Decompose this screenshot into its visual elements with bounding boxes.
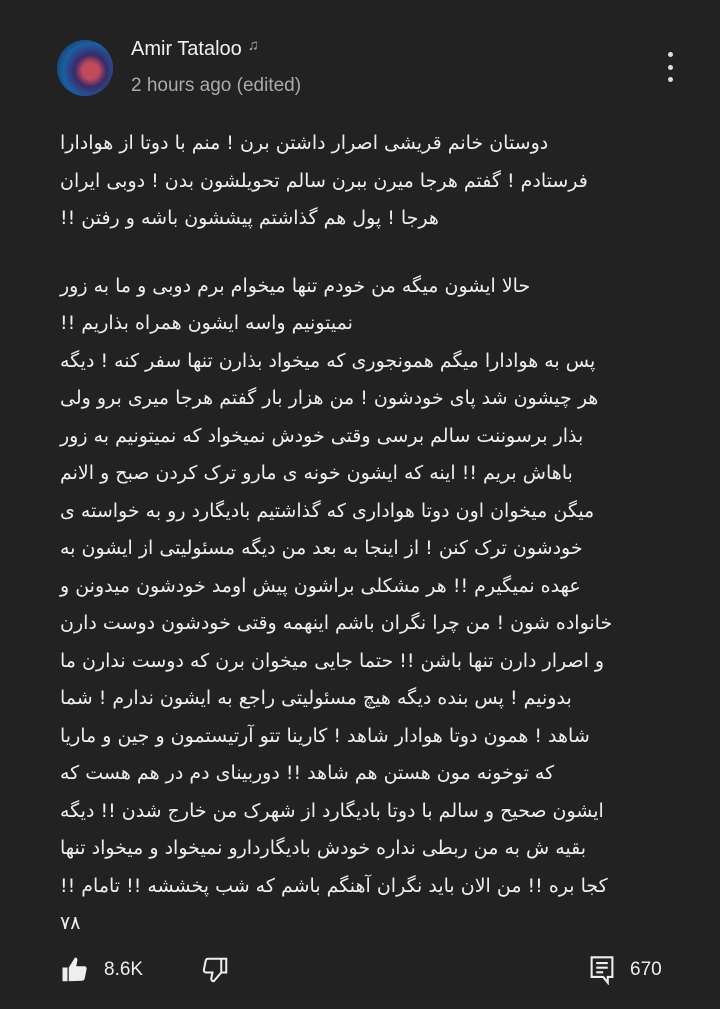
post-text-line: پس به هوادارا میگم همونجوری که میخواد بذارن تنها سفر کنه ! دیگه [60,349,596,372]
comment-count: 670 [630,959,662,980]
post-body [60,125,680,943]
post-text-line: خودشون ترک کنن ! از اینجا به بعد من دیگه مسئولیتی از ایشون به [60,537,583,559]
post-text-line: و اصرار دارن تنها باشن !! حتما جایی میخوان برن که دوست ندارن ما [60,649,605,672]
author-row [131,38,259,61]
post-text-line [60,238,680,268]
like-button[interactable] [60,955,143,985]
post-text-line: بذار برسوننت سالم برسی وقتی خودش نمیخواد که نمیتونیم به زور [60,424,584,447]
post-text-line: بدونیم ! پس بنده دیگه هیچ مسئولیتی راجع به ایشون ندارم ! شما [60,687,572,709]
post-text-line: باهاش بریم !! اینه که ایشون خونه ی مارو ترک کردن صبح و الانم [60,462,573,484]
post-text-line: میگن میخوان اون دوتا هواداری که گذاشتیم بادیگارد رو به خواسته ی [60,499,595,522]
post-text-line: شاهد ! همون دوتا هوادار شاهد ! کارینا تتو آرتیستمون و جین و ماریا [60,724,590,747]
post-text-line: حالا ایشون میگه من خودم تنها میخوام برم دوبی و ما به زور [60,274,531,297]
post-text-line: که توخونه مون هستن هم شاهد !! دوربینای دم در هم هست که [60,762,555,784]
post-text-line: ۷۸ [60,912,81,934]
dislike-button[interactable] [200,955,230,985]
dot [668,65,673,70]
music-note-icon: ♫ [247,37,260,54]
action-bar [60,955,680,991]
dot [668,52,673,57]
post-text-line: کجا بره !! من الان باید نگران آهنگم باشم که شب پخششه !! تامام !! [60,874,608,897]
post-text-line: ایشون صحیح و سالم با دوتا بادیگارد از شهرک من خارج شدن !! دیگه [60,799,604,822]
post-text-line: فرستادم ! گفتم هرجا میرن ببرن سالم تحویلشون بدن ! دوبی ایران [60,169,588,192]
like-count: 8.6K [104,959,144,980]
post-text-line: خانواده شون ! من چرا نگران باشم اینهمه وقتی خودشون دوست دارن [60,612,613,634]
comment-icon [588,955,616,985]
more-options-button[interactable] [660,52,680,82]
post-text-line: نمیتونیم واسه ایشون همراه بذاریم !! [60,312,353,334]
post-text-line: بقیه ش به من ربطی نداره خودش بادیگاردارو نمیخواد و میخواد تنها [60,837,587,859]
dot [668,77,673,82]
post-text-line: هر چیشون شد پای خودشون ! من هزار بار گفتم هرجا میری برو ولی [60,387,599,409]
post-timestamp: 2 hours ago (edited) [131,75,302,96]
thumbs-up-icon [60,955,90,985]
thumbs-down-icon [200,955,230,985]
avatar[interactable] [57,40,113,96]
post-text-line: هرجا ! پول هم گذاشتم پیششون باشه و رفتن !! [60,207,439,229]
post-text-line: دوستان خانم قریشی اصرار داشتن برن ! منم با دوتا از هوادارا [60,132,549,154]
post-text-line: عهده نمیگیرم !! هر مشکلی براشون پیش اومد خودشون میدونن و [60,574,581,597]
comments-button[interactable] [588,955,662,985]
author-name[interactable]: Amir Tataloo [131,38,242,60]
